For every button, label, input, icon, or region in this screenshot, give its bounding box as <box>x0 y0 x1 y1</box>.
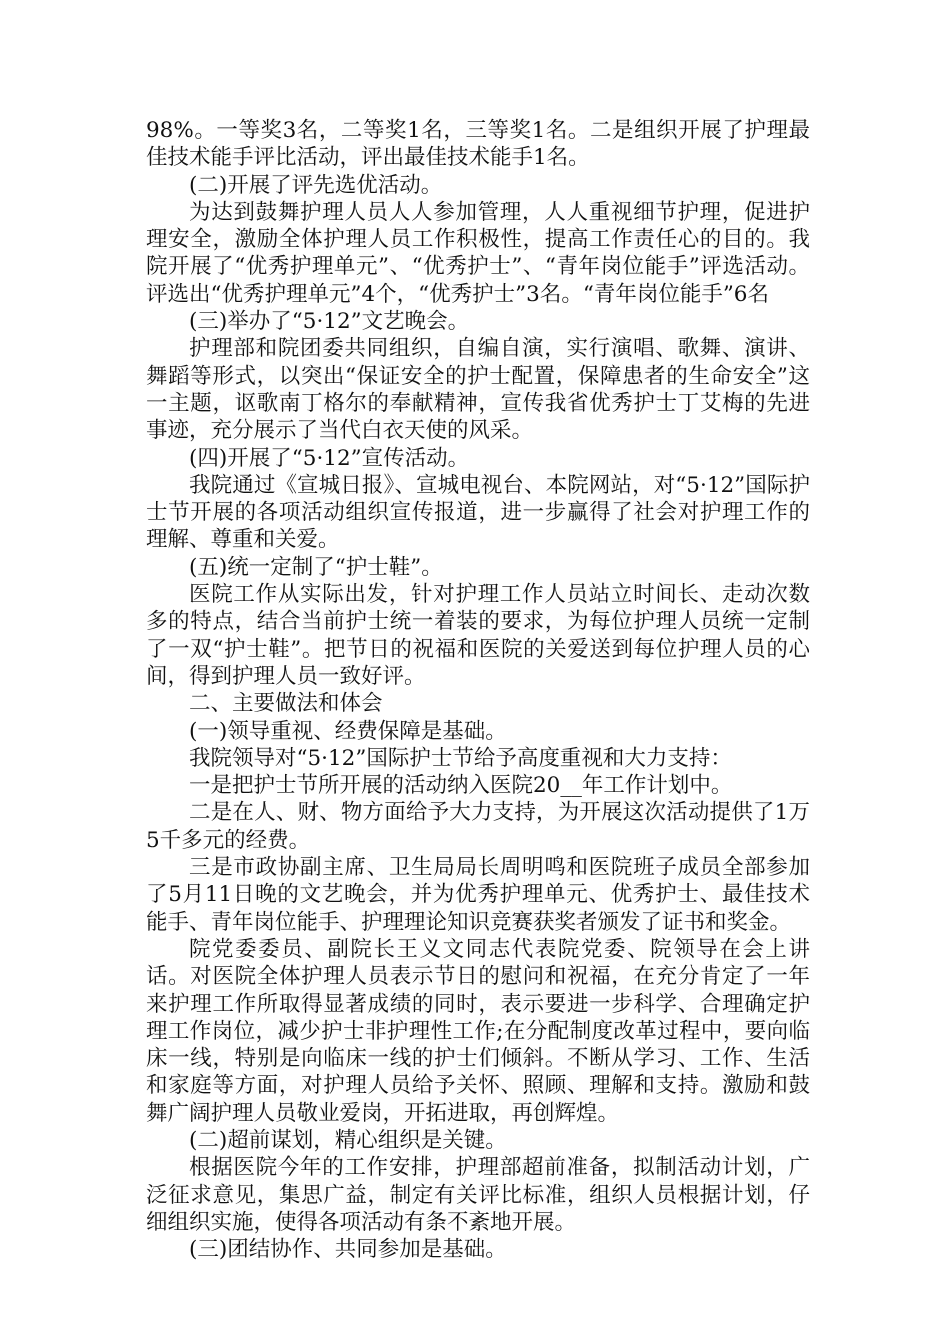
paragraph-evening-gala: 护理部和院团委共同组织，自编自演，实行演唱、歌舞、演讲、舞蹈等形式，以突出“保证安全的护士配置，保障患者的生命安全”这一主题，讴歌南丁格尔的奉献精神，宣传我省优秀护士丁艾梅的先进事迹，充分展示了当代白衣天使的风采。 <box>146 336 810 444</box>
paragraph-point-three: 三是市政协副主席、卫生局局长周明鸣和医院班子成员全部参加了5月11日晚的文艺晚会，并为优秀护理单元、优秀护士、最佳技术能手、青年岗位能手、护理理论知识竞赛获奖者颁发了证书和奖金。 <box>146 855 810 935</box>
paragraph-continuation: 98%。一等奖3名，二等奖1名，三等奖1名。二是组织开展了护理最佳技术能手评比活动，评出最佳技术能手1名。 <box>146 118 810 171</box>
subheading-selection-activity: (二)开展了评先选优活动。 <box>189 172 443 198</box>
paragraph-nurse-shoes: 医院工作从实际出发，针对护理工作人员站立时间长、走动次数多的特点，结合当前护士统一着装的要求，为每位护理人员统一定制了一双“护士鞋”。把节日的祝福和医院的关爱送到每位护理人员的心间，得到护理人员一致好评。 <box>146 582 810 689</box>
paragraph-point-one: 一是把护士节所开展的活动纳入医院20__年工作计划中。 <box>189 773 733 799</box>
paragraph-planning: 根据医院今年的工作安排，护理部超前准备，拟制活动计划，广泛征求意见，集思广益，制定有关评比标准，组织人员根据计划，仔细组织实施，使得各项活动有条不紊地开展。 <box>146 1155 810 1235</box>
paragraph-speech: 院党委委员、副院长王义文同志代表院党委、院领导在会上讲话。对医院全体护理人员表示节日的慰问和祝福，在充分肯定了一年来护理工作所取得显著成绩的同时，表示要进一步科学、合理确定护理工作岗位，减少护士非护理性工作;在分配制度改革过程中，要向临床一线，特别是向临床一线的护士们倾斜。不断从学习、工作、生活和家庭等方面，对护理人员给予关怀、照顾、理解和支持。激励和鼓舞广阔护理人员敬业爱岗，开拓进取，再创辉煌。 <box>146 936 810 1126</box>
paragraph-publicity: 我院通过《宣城日报》、宣城电视台、本院网站，对“5·12”国际护士节开展的各项活动组织宣传报道，进一步赢得了社会对护理工作的理解、尊重和关爱。 <box>146 472 810 553</box>
document-page <box>146 117 810 1263</box>
paragraph-selection-activity: 为达到鼓舞护理人员人人参加管理，人人重视细节护理，促进护理安全，激励全体护理人员工作积极性，提高工作责任心的目的。我院开展了“优秀护理单元”、“优秀护士”、“青年岗位能手”评选活动。评选出“优秀护理单元”4个，“优秀护士”3名。“青年岗位能手”6名 <box>146 199 810 307</box>
paragraph-point-two: 二是在人、财、物方面给予大力支持，为开展这次活动提供了1万5千多元的经费。 <box>146 800 810 853</box>
subheading-nurse-shoes: (五)统一定制了“护士鞋”。 <box>189 554 443 580</box>
subheading-planning: (二)超前谋划，精心组织是关键。 <box>189 1127 507 1153</box>
subheading-publicity: (四)开展了“5·12”宣传活动。 <box>189 445 470 471</box>
paragraph-leadership-intro: 我院领导对“5·12”国际护士节给予高度重视和大力支持： <box>189 745 732 771</box>
section-heading-practices: 二、主要做法和体会 <box>189 691 383 717</box>
subheading-evening-gala: (三)举办了“5·12”文艺晚会。 <box>189 309 470 335</box>
subheading-cooperation: (三)团结协作、共同参加是基础。 <box>189 1237 507 1263</box>
subheading-leadership: (一)领导重视、经费保障是基础。 <box>189 718 507 744</box>
